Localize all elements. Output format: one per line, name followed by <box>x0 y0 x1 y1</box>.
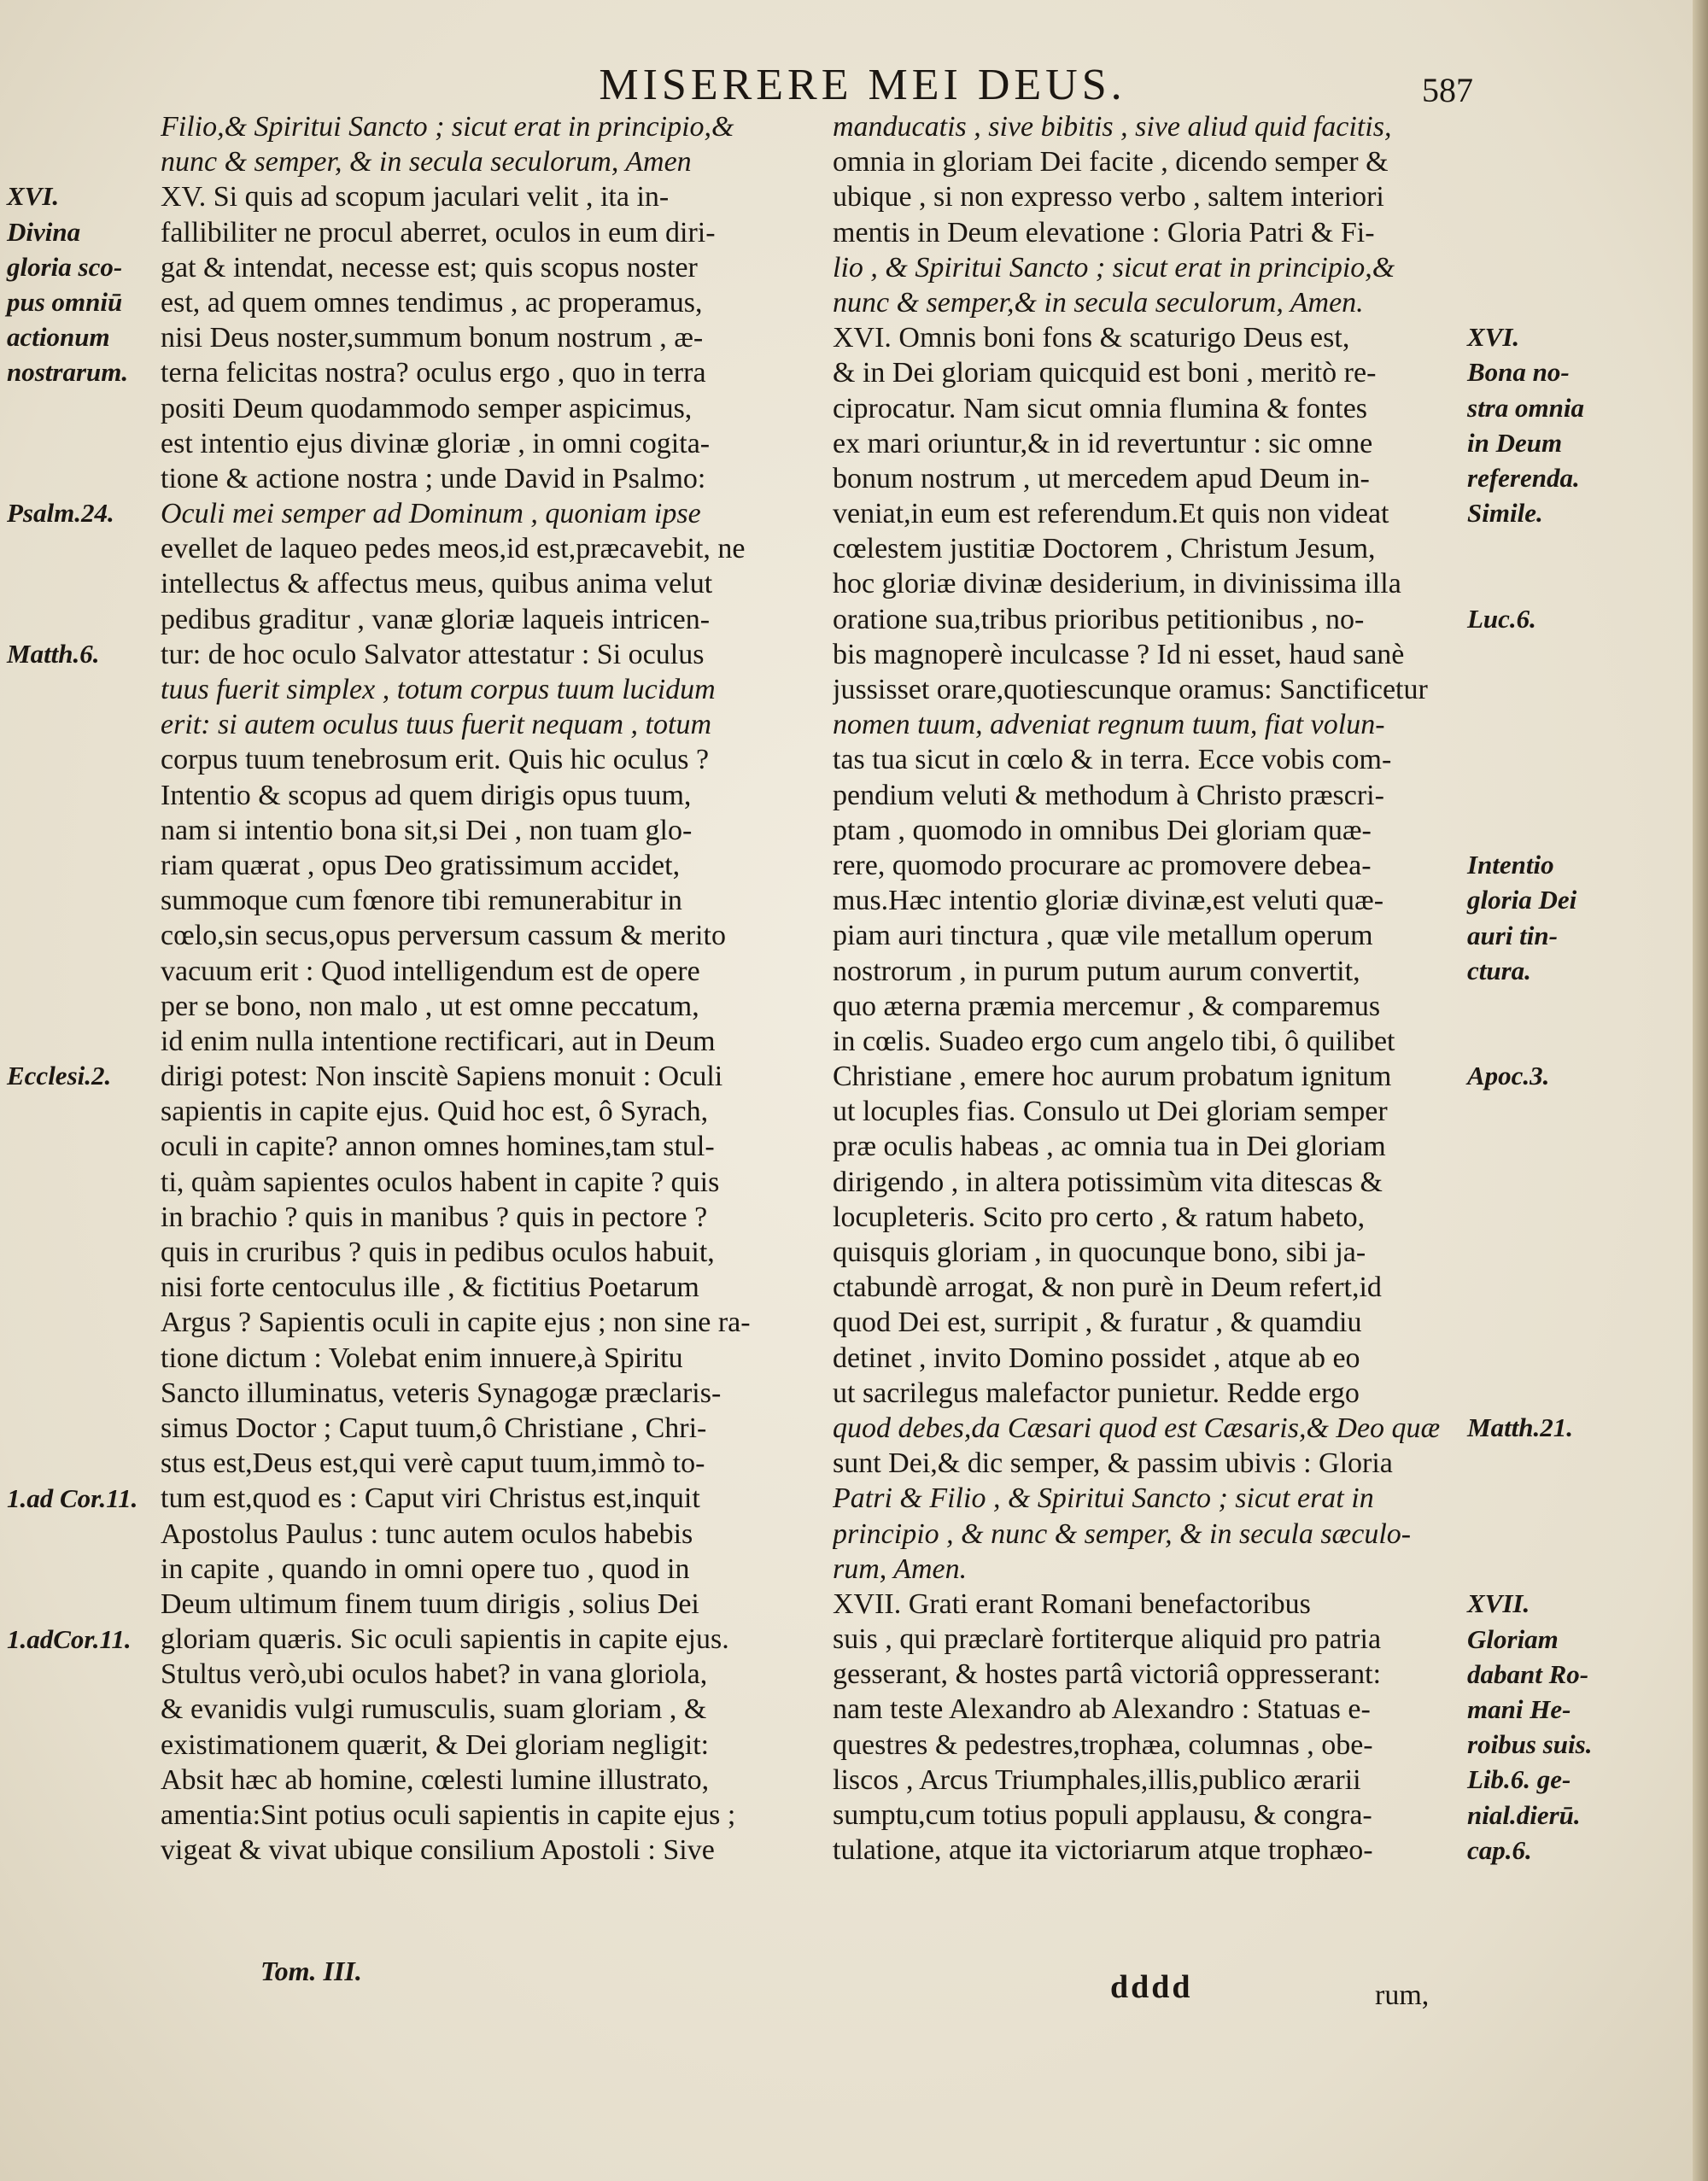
signature-mark: dddd <box>1110 1969 1193 2005</box>
text-line: ubique , si non expresso verbo , saltem interiori <box>833 181 1384 213</box>
text-line: mus.Hæc intentio gloriæ divinæ,est veluti quæ- <box>833 885 1384 917</box>
text-line: gat & intendat, necesse est; quis scopus noster <box>161 251 698 284</box>
text-line: bonum nostrum , ut mercedem apud Deum in- <box>833 462 1370 494</box>
text-line: ti, quàm sapientes oculos habent in capite ? quis <box>161 1166 720 1198</box>
text-line: dirigi potest: Non inscitè Sapiens monuit : Oculi <box>161 1061 723 1093</box>
text-line: nam si intentio bona sit,si Dei , non tuam glo- <box>161 814 693 846</box>
text-line: quod debes,da Cæsari quod est Cæsaris,& Deo quæ <box>833 1412 1441 1444</box>
margin-note: roibus suis. <box>1467 1729 1593 1760</box>
text-line: Oculi mei semper ad Dominum , quoniam ipse <box>161 498 701 530</box>
text-line: pendium veluti & methodum à Christo præscri- <box>833 779 1384 811</box>
margin-note: nostrarum. <box>7 357 129 388</box>
text-line: jussisset orare,quotiescunque oramus: Sanctificetur <box>833 674 1428 705</box>
text-line: bis magnoperè inculcasse ? Id ni esset, haud sanè <box>833 638 1405 670</box>
text-line: ctabundè arrogat, & non purè in Deum refert,id <box>833 1272 1382 1304</box>
margin-note: Matth.6. <box>7 639 100 669</box>
text-line: quisquis gloriam , in quocunque bono, sibi ja- <box>833 1237 1366 1268</box>
margin-note: Ecclesi.2. <box>7 1061 112 1091</box>
margin-note: auri tin- <box>1467 920 1558 950</box>
margin-note: Divina <box>7 216 81 247</box>
text-line: gesserant, & hostes partâ victoriâ oppresserant: <box>833 1658 1382 1691</box>
margin-note: gloria Dei <box>1467 885 1577 915</box>
text-line: Stultus verò,ubi oculos habet? in vana gloriola, <box>161 1658 708 1691</box>
text-line: questres & pedestres,trophæa, columnas , obe- <box>833 1728 1373 1761</box>
text-line: est, ad quem omnes tendimus , ac properamus, <box>161 286 703 319</box>
text-line: Deum ultimum finem tuum dirigis , solius Dei <box>161 1588 699 1620</box>
text-line: terna felicitas nostra? oculus ergo , quo in terra <box>161 357 706 389</box>
text-line: Apostolus Paulus : tunc autem oculos habebis <box>161 1517 693 1550</box>
text-line: in capite , quando in omni opere tuo , quod in <box>161 1552 690 1585</box>
text-line: ex mari oriuntur,& in id revertuntur : sic omne <box>833 427 1373 459</box>
margin-note: XVII. <box>1467 1588 1530 1619</box>
margin-note: Matth.21. <box>1467 1412 1574 1443</box>
text-line: cœlestem justitiæ Doctorem , Christum Jesum, <box>833 533 1376 565</box>
text-line: suis , qui præclarè fortiterque aliquid pro patria <box>833 1623 1382 1656</box>
text-line: per se bono, non malo , ut est omne peccatum, <box>161 990 699 1022</box>
text-line: ciprocatur. Nam sicut omnia flumina & fontes <box>833 392 1368 424</box>
text-line: tione dictum : Volebat enim innuere,à Spiritu <box>161 1342 683 1374</box>
left-column <box>161 109 797 1868</box>
text-line: riam quærat , opus Deo gratissimum accidet, <box>161 849 681 881</box>
text-line: quod Dei est, surripit , & furatur , & quamdiu <box>833 1307 1362 1339</box>
text-line: præ oculis habeas , ac omnia tua in Dei gloriam <box>833 1131 1386 1163</box>
text-line: stus est,Deus est,qui verè caput tuum,immò to- <box>161 1447 705 1480</box>
text-line: liscos , Arcus Triumphales,illis,publico ærarii <box>833 1763 1361 1796</box>
text-line: gloriam quæris. Sic oculi sapientis in capite ejus. <box>161 1623 729 1656</box>
text-line: Filio,& Spiritui Sancto ; sicut erat in principio,& <box>161 111 734 143</box>
catchword: rum, <box>1375 1979 1430 2011</box>
text-line: nostrorum , in purum putum aurum convertit, <box>833 955 1360 987</box>
text-line: fallibiliter ne procul aberret, oculos in eum diri- <box>161 216 716 249</box>
text-line: XVII. Grati erant Romani benefactoribus <box>833 1588 1311 1620</box>
margin-note: Intentio <box>1467 850 1554 880</box>
text-line: Christiane , emere hoc aurum probatum ignitum <box>833 1061 1392 1093</box>
margin-note: Luc.6. <box>1467 603 1536 634</box>
page-edge <box>1693 0 1708 2181</box>
text-line: quo æterna præmia mercemur , & comparemus <box>833 990 1381 1022</box>
right-column <box>833 109 1460 1868</box>
margin-note: Apoc.3. <box>1467 1061 1550 1091</box>
margin-note: mani He- <box>1467 1694 1571 1724</box>
margin-note: XVI. <box>1467 322 1520 353</box>
text-line: sunt Dei,& dic semper, & passim ubivis : Gloria <box>833 1447 1393 1480</box>
text-line: & evanidis vulgi rumusculis, suam gloriam , & <box>161 1693 707 1726</box>
text-line: tas tua sicut in cœlo & in terra. Ecce vobis com- <box>833 744 1392 776</box>
text-line: vacuum erit : Quod intelligendum est de opere <box>161 955 700 987</box>
text-line: omnia in gloriam Dei facite , dicendo semper & <box>833 146 1389 178</box>
text-line: in brachio ? quis in manibus ? quis in pectore ? <box>161 1201 708 1233</box>
text-line: amentia:Sint potius oculi sapientis in capite ejus ; <box>161 1799 736 1831</box>
margin-note: Simile. <box>1467 498 1543 529</box>
text-line: nisi Deus noster,summum bonum nostrum , æ- <box>161 322 704 354</box>
text-line: XVI. Omnis boni fons & scaturigo Deus est, <box>833 322 1350 354</box>
text-line: manducatis , sive bibitis , sive aliud quid facitis, <box>833 111 1392 143</box>
text-line: tum est,quod es : Caput viri Christus est,inquit <box>161 1482 700 1515</box>
text-line: mentis in Deum elevatione : Gloria Patri & Fi- <box>833 216 1375 249</box>
text-line: intellectus & affectus meus, quibus anima velut <box>161 568 713 600</box>
page-number: 587 <box>1422 71 1473 109</box>
text-line: vigeat & vivat ubique consilium Apostoli : Sive <box>161 1834 715 1867</box>
text-line: evellet de laqueo pedes meos,id est,præcavebit, ne <box>161 533 746 565</box>
text-line: Patri & Filio , & Spiritui Sancto ; sicut erat in <box>833 1482 1374 1515</box>
margin-note: 1.adCor.11. <box>7 1623 132 1654</box>
text-line: Absit hæc ab homine, cœlesti lumine illustrato, <box>161 1763 710 1796</box>
text-line: tulatione, atque ita victoriarum atque trophæo- <box>833 1834 1373 1867</box>
margin-note: gloria sco- <box>7 251 123 282</box>
margin-note: ctura. <box>1467 955 1531 985</box>
text-line: rum, Amen. <box>833 1552 968 1585</box>
text-line: sapientis in capite ejus. Quid hoc est, ô Syrach, <box>161 1096 709 1128</box>
text-line: Argus ? Sapientis oculi in capite ejus ; non sine ra- <box>161 1307 751 1339</box>
margin-note: cap.6. <box>1467 1834 1532 1865</box>
text-line: Sancto illuminatus, veteris Synagogæ præclaris- <box>161 1377 722 1409</box>
text-line: dirigendo , in altera potissimùm vita ditescas & <box>833 1166 1383 1198</box>
text-line: hoc gloriæ divinæ desiderium, in divinissima illa <box>833 568 1401 600</box>
text-line: lio , & Spiritui Sancto ; sicut erat in principio,& <box>833 251 1395 284</box>
margin-note: stra omnia <box>1467 392 1584 423</box>
margin-note: in Deum <box>1467 427 1563 458</box>
text-line: & in Dei gloriam quicquid est boni , meritò re- <box>833 357 1377 389</box>
text-line: tione & actione nostra ; unde David in Psalmo: <box>161 462 706 494</box>
text-line: oculi in capite? annon omnes homines,tam stul- <box>161 1131 715 1163</box>
text-line: sumptu,cum totius populi applausu, & congra- <box>833 1799 1372 1831</box>
text-line: simus Doctor ; Caput tuum,ô Christiane , Chri- <box>161 1412 707 1444</box>
margin-note: Lib.6. ge- <box>1467 1764 1571 1795</box>
text-line: ut sacrilegus malefactor punietur. Redde ergo <box>833 1377 1360 1409</box>
text-line: pedibus graditur , vanæ gloriæ laqueis intricen- <box>161 603 711 635</box>
text-line: ptam , quomodo in omnibus Dei gloriam quæ- <box>833 814 1372 846</box>
margin-note: Gloriam <box>1467 1623 1559 1654</box>
text-line: principio , & nunc & semper, & in secula sæculo- <box>833 1517 1412 1550</box>
text-line: ut locuples fias. Consulo ut Dei gloriam semper <box>833 1096 1388 1128</box>
text-line: id enim nulla intentione rectificari, aut in Deum <box>161 1025 716 1057</box>
margin-note: Psalm.24. <box>7 498 114 529</box>
text-line: tur: de hoc oculo Salvator attestatur : Si oculus <box>161 638 705 670</box>
text-line: XV. Si quis ad scopum jaculari velit , ita in- <box>161 181 670 213</box>
text-line: quis in cruribus ? quis in pedibus oculos habuit, <box>161 1237 715 1268</box>
text-line: nisi forte centoculus ille , & fictitius Poetarum <box>161 1272 699 1304</box>
text-line: detinet , invito Domino possidet , atque ab eo <box>833 1342 1360 1374</box>
text-line: corpus tuum tenebrosum erit. Quis hic oculus ? <box>161 744 710 776</box>
text-line: nam teste Alexandro ab Alexandro : Statuas e- <box>833 1693 1371 1726</box>
volume-signature: Tom. III. <box>260 1956 362 1986</box>
margin-note: 1.ad Cor.11. <box>7 1482 138 1513</box>
text-line: cœlo,sin secus,opus perversum cassum & merito <box>161 920 726 952</box>
text-line: positi Deum quodammodo semper aspicimus, <box>161 392 693 424</box>
running-head: MISERERE MEI DEUS. <box>599 61 1126 109</box>
text-line: rere, quomodo procurare ac promovere debea- <box>833 849 1372 881</box>
text-line: locupleteris. Scito pro certo , & ratum habeto, <box>833 1201 1366 1233</box>
text-line: Intentio & scopus ad quem dirigis opus tuum, <box>161 779 692 811</box>
text-line: est intentio ejus divinæ gloriæ , in omni cogita- <box>161 427 711 459</box>
text-line: nunc & semper, & in secula seculorum, Amen <box>161 146 692 178</box>
text-line: nunc & semper,& in secula seculorum, Amen. <box>833 286 1364 319</box>
text-line: nomen tuum, adveniat regnum tuum, fiat volun- <box>833 709 1385 741</box>
text-line: oratione sua,tribus prioribus petitionibus , no- <box>833 603 1365 635</box>
margin-note: nial.dierū. <box>1467 1799 1581 1830</box>
text-line: erit: si autem oculus tuus fuerit nequam , totum <box>161 709 712 741</box>
text-line: tuus fuerit simplex , totum corpus tuum lucidum <box>161 674 716 705</box>
margin-note: pus omniū <box>7 287 123 317</box>
text-line: piam auri tinctura , quæ vile metallum operum <box>833 920 1373 952</box>
text-line: in cœlis. Suadeo ergo cum angelo tibi, ô quilibet <box>833 1025 1395 1057</box>
margin-note: Bona no- <box>1467 357 1570 388</box>
text-line: veniat,in eum est referendum.Et quis non videat <box>833 498 1389 530</box>
margin-note: referenda. <box>1467 463 1580 493</box>
text-line: existimationem quærit, & Dei gloriam negligit: <box>161 1728 710 1761</box>
margin-note: XVI. <box>7 181 60 212</box>
text-line: summoque cum fœnore tibi remunerabitur in <box>161 885 682 917</box>
margin-note: dabant Ro- <box>1467 1658 1589 1689</box>
margin-note: actionum <box>7 322 110 353</box>
